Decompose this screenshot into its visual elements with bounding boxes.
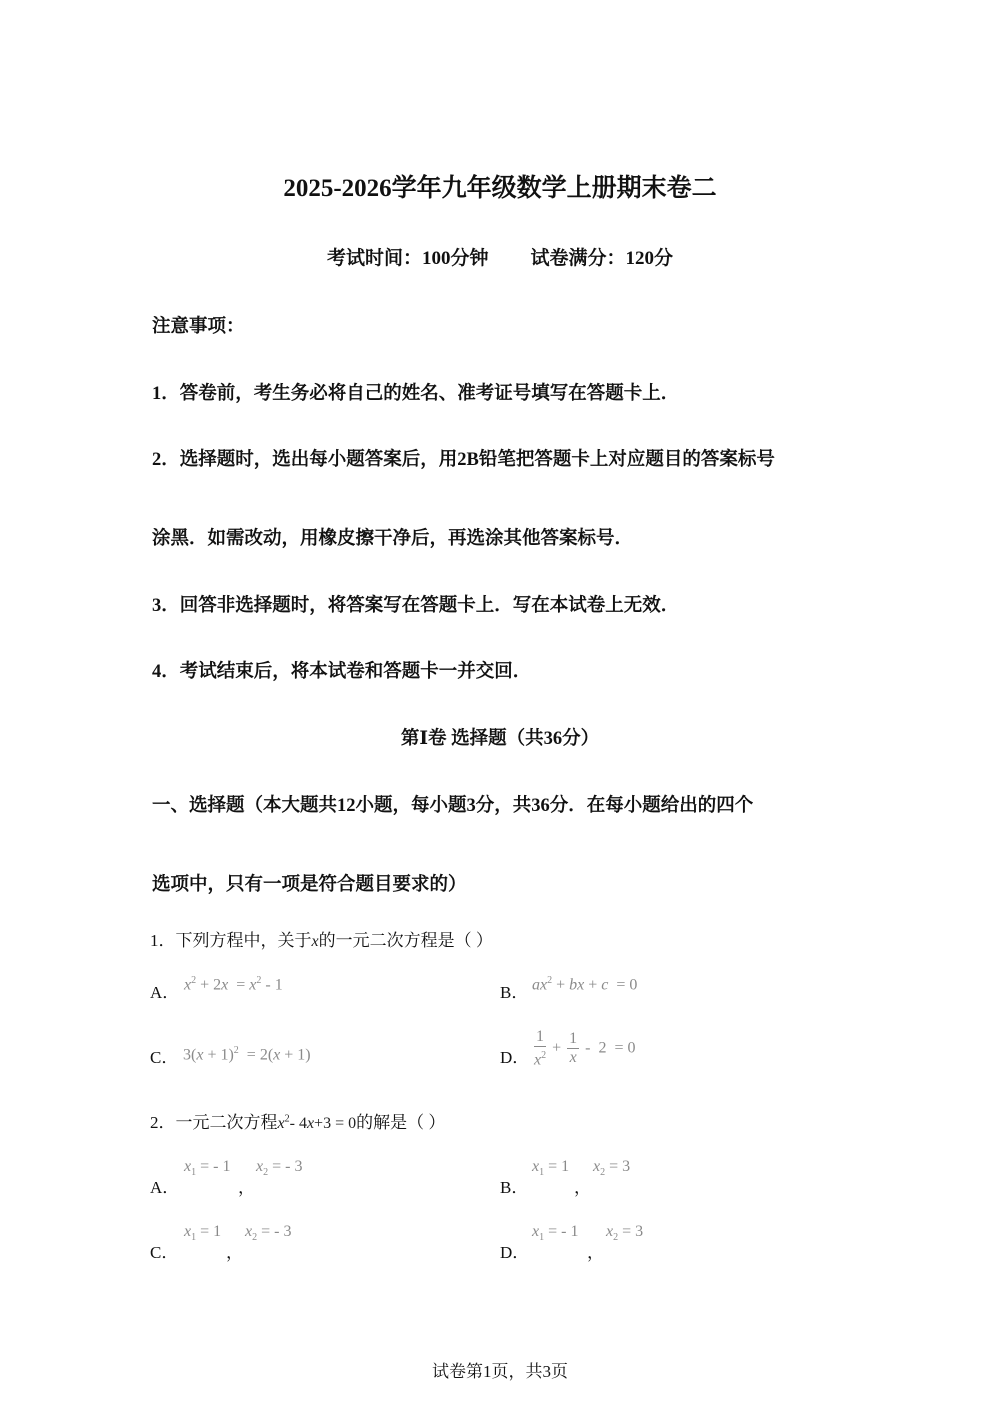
q2-option-b-label: B． — [500, 1178, 529, 1197]
question-1-stem — [150, 926, 493, 951]
q2-option-a-x1: $x_1$ = - 1 — [184, 1158, 231, 1179]
question-1-suffix: 的一元二次方程是（ ） — [318, 931, 493, 950]
page-title: 2025-2026学年九年级数学上册期末卷二 — [283, 175, 717, 202]
q1-option-d-label: D． — [500, 1048, 530, 1067]
notice-item-4: 4．考试结束后，将本试卷和答题卡一并交回． — [152, 662, 532, 682]
q1-option-a-expr: $x^2 + 2x = x^2 - 1$ — [184, 975, 283, 994]
exam-time: 考试时间：100分钟 — [326, 248, 489, 269]
section-heading-line1: 一、选择题（本大题共12小题，每小题3分，共36分．在每小题给出的四个 — [152, 796, 754, 816]
q2-option-b-x1: $x_1 = 1$ — [532, 1158, 570, 1179]
q2-option-d-label: D． — [500, 1243, 530, 1262]
notice-item-2: 2．选择题时，选出每小题答案后，用2B铅笔把答题卡上对应题目的答案标号 — [152, 450, 775, 470]
notice-heading: 注意事项： — [152, 317, 245, 337]
notice-item-3: 3．回答非选择题时，将答案写在答题卡上．写在本试卷上无效． — [152, 596, 680, 616]
q2-option-a-label: A． — [150, 1178, 180, 1197]
q1-option-a-label: A． — [150, 983, 180, 1002]
exam-info — [0, 243, 1000, 270]
volume-heading: 第Ⅰ卷 选择题（共36分） — [400, 729, 600, 749]
section-heading-line2: 选项中，只有一项是符合题目要求的） — [152, 875, 467, 895]
q2-option-c-label: C． — [150, 1243, 179, 1262]
full-score: 试卷满分：120分 — [530, 248, 674, 269]
q2-option-d-x1: $x_1$ = - 1 — [532, 1223, 579, 1244]
page-footer: 试卷第1页，共3页 — [432, 1362, 568, 1381]
q1-option-c-expr: $3(x + 1)^2 = 2(x + 1)$ — [183, 1045, 311, 1064]
question-2-prefix: 2．一元二次方程 — [150, 1113, 278, 1132]
question-2-suffix: 的解是（ ） — [356, 1113, 446, 1132]
q2-option-c-sep: ， — [226, 1243, 243, 1262]
q1-option-b-label: B． — [500, 983, 529, 1002]
q2-option-a-sep: ， — [238, 1178, 255, 1197]
q1-option-b-expr: $ax^2$ + bx + c = 0 — [532, 975, 638, 994]
q2-option-b-sep: ， — [574, 1178, 591, 1197]
q2-option-c-x1: $x_1 = 1$ — [184, 1223, 222, 1244]
q1-option-c-label: C． — [150, 1048, 179, 1067]
notice-item-2-cont: 涂黑．如需改动，用橡皮擦干净后，再选涂其他答案标号． — [152, 529, 634, 549]
question-1-var: x — [311, 933, 319, 950]
q2-option-a-x2: $x_2$ = - 3 — [256, 1158, 303, 1179]
q2-option-b-x2: $x_2 = 3$ — [593, 1158, 631, 1179]
notice-item-1: 1．答卷前，考生务必将自己的姓名、准考证号填写在答题卡上． — [152, 384, 680, 404]
q2-option-d-sep: ， — [587, 1243, 604, 1262]
q2-option-d-x2: $x_2 = 3$ — [606, 1223, 644, 1244]
question-2-equation: $x^2-$ 4x+3 = 0 — [277, 1113, 357, 1132]
question-1-prefix: 1．下列方程中，关于 — [150, 931, 312, 950]
q2-option-c-x2: $x_2$ = - 3 — [245, 1223, 292, 1244]
q1-option-d-expr: $\frac{1}{x^2}$ + $\frac{1}{x}$ - 2 = 0 — [534, 1028, 636, 1069]
question-2-stem — [150, 1108, 445, 1133]
